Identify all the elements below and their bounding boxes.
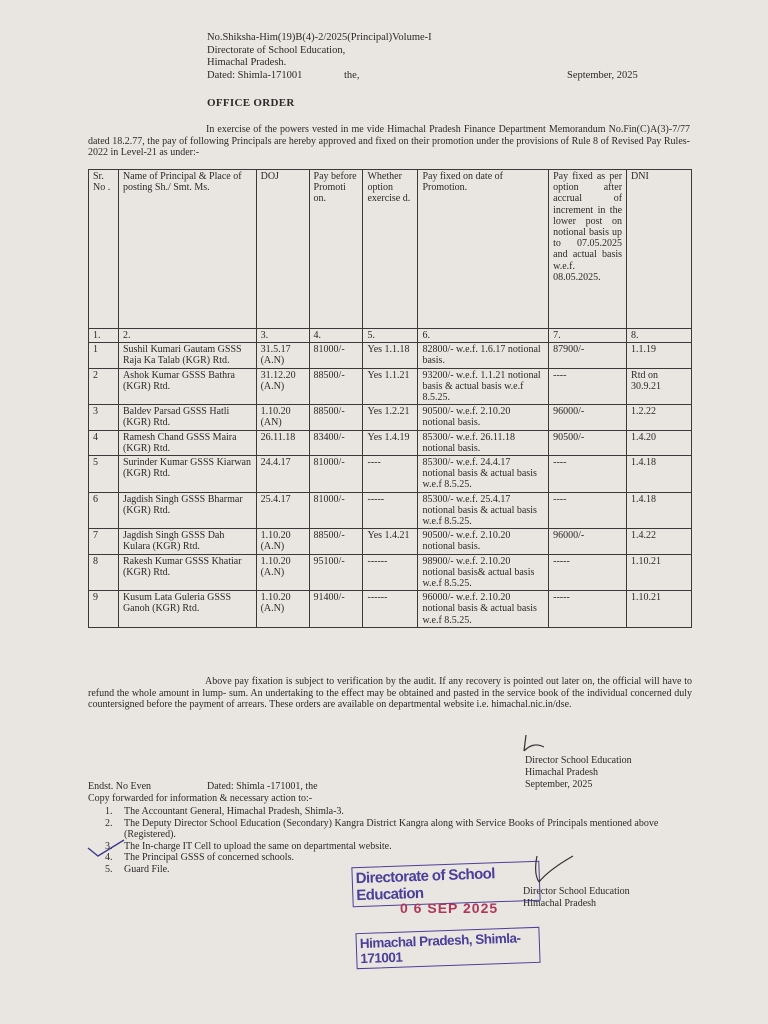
column-number-row xyxy=(89,329,692,343)
row-principal-name: Surinder Kumar GSSS Kiarwan (KGR) Rtd. xyxy=(118,456,256,493)
row-pay-option: 96000/- xyxy=(549,405,627,430)
distribution-item xyxy=(105,841,695,853)
stamp-office-name: Directorate of School Education xyxy=(351,861,540,908)
signatory-state: Himachal Pradesh xyxy=(525,767,599,778)
row-option: ---- xyxy=(363,456,418,493)
row-principal-name: Ashok Kumar GSSS Bathra (KGR) Rtd. xyxy=(118,368,256,405)
row-option: ------ xyxy=(363,554,418,591)
row-sr-no: 2 xyxy=(89,368,119,405)
row-sr-no: 9 xyxy=(89,591,119,628)
row-dni: 1.4.18 xyxy=(627,456,692,493)
row-option: Yes 1.4.21 xyxy=(363,529,418,554)
row-dni: 1.4.22 xyxy=(627,529,692,554)
signatory-designation: Director School Education xyxy=(525,755,632,766)
row-pay-option: ---- xyxy=(549,492,627,529)
row-principal-name: Jagdish Singh GSSS Dah Kulara (KGR) Rtd. xyxy=(118,529,256,554)
row-doj: 31.5.17 (A.N) xyxy=(256,343,309,368)
row-principal-name: Jagdish Singh GSSS Bharmar (KGR) Rtd. xyxy=(118,492,256,529)
row-principal-name: Baldev Parsad GSSS Hatli (KGR) Rtd. xyxy=(118,405,256,430)
distribution-item-text: The Deputy Director School Education (Secondary) Kangra District Kangra along with Service Books of Principals mentioned above (Registered). xyxy=(124,817,659,841)
row-pay-option: ---- xyxy=(549,456,627,493)
row-pay-before: 83400/- xyxy=(309,430,363,455)
row-doj: 25.4.17 xyxy=(256,492,309,529)
row-pay-fixed: 98900/- w.e.f. 2.10.20 notional basis& actual basis w.e.f 8.5.25. xyxy=(418,554,549,591)
table-row xyxy=(89,529,692,554)
row-pay-before: 88500/- xyxy=(309,405,363,430)
row-pay-before: 81000/- xyxy=(309,492,363,529)
row-sr-no: 5 xyxy=(89,456,119,493)
table-row xyxy=(89,405,692,430)
row-pay-fixed: 96000/- w.e.f. 2.10.20 notional basis & actual basis w.e.f 8.5.25. xyxy=(418,591,549,628)
table-row xyxy=(89,343,692,368)
table-row xyxy=(89,368,692,405)
row-dni: 1.2.22 xyxy=(627,405,692,430)
pay-fixation-table xyxy=(88,169,692,628)
footer-paragraph: Above pay fixation is subject to verification by the audit. If any recovery is pointed out later on, the official will have to refund the whole amount in lump- sum. An undertaking to the effect may be obtained and pasted in the service book of the individual concerned duly countersigned before the payment of arrears. These orders are available on departmental website i.e. himachal.nic.in/dse. xyxy=(88,676,692,710)
row-doj: 1.10.20 (AN) xyxy=(256,405,309,430)
distribution-item-number: 2. xyxy=(105,817,113,829)
row-pay-option: 87900/- xyxy=(549,343,627,368)
row-pay-before: 88500/- xyxy=(309,368,363,405)
signature-block-1 xyxy=(525,755,632,791)
distribution-item-text: The Accountant General, Himachal Pradesh, Shimla-3. xyxy=(124,806,344,817)
letter-header xyxy=(207,32,432,82)
document-title: OFFICE ORDER xyxy=(207,97,295,109)
row-option: Yes 1.1.21 xyxy=(363,368,418,405)
row-pay-fixed: 85300/- w.e.f. 25.4.17 notional basis & actual basis w.e.f 8.5.25. xyxy=(418,492,549,529)
row-doj: 1.10.20 (A.N) xyxy=(256,554,309,591)
office-name: Directorate of School Education, xyxy=(207,44,346,56)
row-sr-no: 1 xyxy=(89,343,119,368)
row-principal-name: Kusum Lata Guleria GSSS Ganoh (KGR) Rtd. xyxy=(118,591,256,628)
distribution-item xyxy=(105,806,695,818)
tick-mark xyxy=(86,838,126,860)
row-pay-option: 96000/- xyxy=(549,529,627,554)
signatory-designation: Director School Education xyxy=(523,886,630,897)
row-sr-no: 3 xyxy=(89,405,119,430)
col-number: 2. xyxy=(118,329,256,343)
row-principal-name: Sushil Kumari Gautam GSSS Raja Ka Talab (KGR) Rtd. xyxy=(118,343,256,368)
table-row xyxy=(89,591,692,628)
copy-forwarded-line: Copy forwarded for information & necessary action to:- xyxy=(88,793,313,804)
distribution-item-text: The Principal GSSS of concerned schools. xyxy=(124,852,294,864)
row-pay-fixed: 90500/- w.e.f. 2.10.20 notional basis. xyxy=(418,405,549,430)
header-doj: DOJ xyxy=(256,170,309,329)
distribution-item-number: 3. xyxy=(105,840,113,852)
endorsement-number: Endst. No Even xyxy=(88,781,152,792)
row-pay-before: 81000/- xyxy=(309,456,363,493)
row-doj: 24.4.17 xyxy=(256,456,309,493)
row-pay-fixed: 85300/- w.e.f. 26.11.18 notional basis. xyxy=(418,430,549,455)
signatory-state: Himachal Pradesh xyxy=(523,898,597,909)
row-pay-fixed: 90500/- w.e.f. 2.10.20 notional basis. xyxy=(418,529,549,554)
row-dni: 1.10.21 xyxy=(627,554,692,591)
row-dni: 1.10.21 xyxy=(627,591,692,628)
row-sr-no: 7 xyxy=(89,529,119,554)
reference-number: No.Shiksha-Him(19)B(4)-2/2025(Principal)Volume-I xyxy=(207,32,432,43)
header-pay-option: Pay fixed as per option after accrual of increment in the lower post on notional basis up to 07.05.2025 and actual basis w.e.f. 08.05.2025. xyxy=(549,170,627,329)
row-sr-no: 8 xyxy=(89,554,119,591)
row-pay-option: 90500/- xyxy=(549,430,627,455)
intro-paragraph: In exercise of the powers vested in me vide Himachal Pradesh Finance Department Memorandum No.Fin(C)A(3)-7/77 dated 18.2.77, the pay of following Principals are hereby approved and fixed on their promotion under the provisions of Rule 8 of Revised Pay Rules-2022 in Level-21 as under:- xyxy=(88,124,690,158)
row-option: ----- xyxy=(363,492,418,529)
row-pay-option: ----- xyxy=(549,591,627,628)
distribution-item-number: 4. xyxy=(105,852,113,864)
distribution-item xyxy=(105,818,695,841)
distribution-item-text: The In-charge IT Cell to upload the same on departmental website. xyxy=(124,840,392,852)
stamp-address: Himachal Pradesh, Shimla-171001 xyxy=(355,927,540,969)
table-row xyxy=(89,554,692,591)
row-dni: 1.1.19 xyxy=(627,343,692,368)
row-option: Yes 1.2.21 xyxy=(363,405,418,430)
dated-place: Dated: Shimla-171001 xyxy=(207,69,303,81)
table-row xyxy=(89,456,692,493)
row-principal-name: Rakesh Kumar GSSS Khatiar (KGR) Rtd. xyxy=(118,554,256,591)
row-pay-before: 95100/- xyxy=(309,554,363,591)
col-number: 3. xyxy=(256,329,309,343)
distribution-item-text: Guard File. xyxy=(124,863,170,875)
row-principal-name: Ramesh Chand GSSS Maira (KGR) Rtd. xyxy=(118,430,256,455)
table-row xyxy=(89,492,692,529)
row-option: Yes 1.1.18 xyxy=(363,343,418,368)
row-sr-no: 6 xyxy=(89,492,119,529)
header-pay-fixed: Pay fixed on date of Promotion. xyxy=(418,170,549,329)
row-pay-before: 91400/- xyxy=(309,591,363,628)
row-dni: 1.4.18 xyxy=(627,492,692,529)
col-number: 1. xyxy=(89,329,119,343)
row-pay-fixed: 93200/- w.e.f. 1.1.21 notional basis & actual basis w.e.f 8.5.25. xyxy=(418,368,549,405)
table-row xyxy=(89,430,692,455)
row-dni: 1.4.20 xyxy=(627,430,692,455)
col-number: 5. xyxy=(363,329,418,343)
row-pay-fixed: 82800/- w.e.f. 1.6.17 notional basis. xyxy=(418,343,549,368)
col-number: 4. xyxy=(309,329,363,343)
header-name: Name of Principal & Place of posting Sh./ Smt. Ms. xyxy=(118,170,256,329)
row-doj: 1.10.20 (A.N) xyxy=(256,529,309,554)
dated-the: the, xyxy=(344,70,360,81)
row-doj: 26.11.18 xyxy=(256,430,309,455)
signature-mark-1 xyxy=(518,733,548,755)
header-sr-no: Sr. No . xyxy=(89,170,119,329)
header-option: Whether option exercise d. xyxy=(363,170,418,329)
col-number: 6. xyxy=(418,329,549,343)
col-number: 8. xyxy=(627,329,692,343)
row-pay-before: 88500/- xyxy=(309,529,363,554)
row-doj: 31.12.20 (A.N) xyxy=(256,368,309,405)
distribution-item-number: 5. xyxy=(105,863,113,875)
signature-block-2 xyxy=(523,886,630,910)
office-state: Himachal Pradesh. xyxy=(207,57,287,68)
row-pay-before: 81000/- xyxy=(309,343,363,368)
header-pay-before: Pay before Promoti on. xyxy=(309,170,363,329)
row-doj: 1.10.20 (A.N) xyxy=(256,591,309,628)
signature-mark-2 xyxy=(533,852,575,886)
row-pay-option: ----- xyxy=(549,554,627,591)
row-sr-no: 4 xyxy=(89,430,119,455)
endorsement-dated: Dated: Shimla -171001, the xyxy=(207,781,318,792)
row-option: ------ xyxy=(363,591,418,628)
row-dni: Rtd on 30.9.21 xyxy=(627,368,692,405)
row-option: Yes 1.4.19 xyxy=(363,430,418,455)
header-dni: DNI xyxy=(627,170,692,329)
table-header-row xyxy=(89,170,692,329)
col-number: 7. xyxy=(549,329,627,343)
distribution-item-number: 1. xyxy=(105,806,113,817)
row-pay-option: ---- xyxy=(549,368,627,405)
stamp-date: 0 6 SEP 2025 xyxy=(400,900,499,916)
header-month-year: September, 2025 xyxy=(567,70,638,81)
office-stamp xyxy=(352,860,540,967)
signatory-month-year: September, 2025 xyxy=(525,779,593,790)
row-pay-fixed: 85300/- w.e.f. 24.4.17 notional basis & actual basis w.e.f 8.5.25. xyxy=(418,456,549,493)
